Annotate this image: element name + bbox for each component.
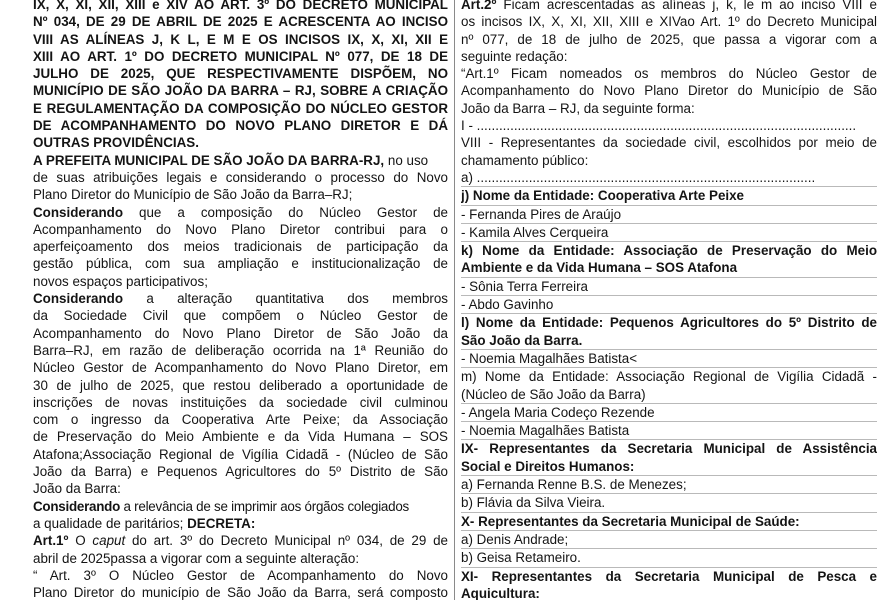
caput-word: caput — [92, 533, 126, 549]
article-line: Plano Diretor do município de São João da Barra, será composto — [33, 585, 448, 600]
article-label: Art.1º — [33, 533, 69, 549]
article-2 — [461, 0, 877, 117]
article-line — [461, 0, 877, 13]
considering-line: 30 de julho de 2025, que restou deliberado a oportunidade de — [33, 377, 448, 393]
intro-line: de suas atribuições legais e considerando o processo do Novo — [33, 169, 448, 185]
considering-line: novos espaços participativos; — [33, 273, 208, 289]
considering-line: gestão pública, com sua ampliação e institucionalização de — [33, 256, 448, 272]
considering-label: Considerando — [33, 498, 121, 514]
considering-1 — [33, 204, 448, 290]
considering-text: que a composição do Núcleo Gestor de — [123, 204, 448, 220]
considering-line: de Preservação do Meio Ambiente e da Vida Humana – SOS — [33, 429, 448, 445]
entity-m-title: m) Nome da Entidade: Associação Regional de Vigília Cidadã - — [461, 369, 877, 385]
entity-j-title: j) Nome da Entidade: Cooperativa Arte Peixe — [461, 186, 877, 204]
member-item: a) Denis Andrade; — [461, 530, 877, 548]
decree-header — [33, 0, 448, 152]
article-line: abril de 2025passa a vigorar com a seguinte alteração: — [33, 550, 360, 566]
member-item: b) Geisa Retameiro. — [461, 548, 877, 566]
considering-line: da Sociedade Civil que compõem o Núcleo Gestor de — [33, 308, 448, 324]
article-line: seguinte redação: — [461, 48, 568, 64]
considering-2 — [33, 290, 448, 498]
article-text: O — [68, 533, 93, 549]
article-line: os incisos IX, X, XI, XII, XIII e XIVao Art. 1º do Decreto Municipal — [461, 14, 877, 30]
considering-line: Atafona;Associação Regional de Vigília Cidadã - (Núcleo de São — [33, 446, 448, 462]
considering-line: João da Barra) e Pequenos Agricultores do 5º Distrito de São — [33, 464, 448, 480]
intro-rest: no uso — [384, 152, 429, 168]
article-line: “ Art. 3º O Núcleo Gestor de Acompanhamento do Novo — [33, 567, 448, 583]
considering-line — [33, 498, 448, 515]
considering-line: Núcleo Gestor de Acompanhamento do Novo Plano Diretor, em — [33, 360, 448, 376]
considering-line: com o ingresso da Cooperativa Arte Peixe; da Associação — [33, 412, 448, 428]
considering-text: a relevância de se imprimir aos órgãos colegiados — [120, 498, 409, 514]
considering-line: aperfeiçoamento dos meios tradicionais de participação da — [33, 239, 448, 255]
header-line: IX, X, XI, XII, XIII e XIV AO ART. 3º DO DECRETO MUNICIPAL — [33, 0, 448, 12]
column-divider — [454, 0, 455, 600]
article-line: “Art.1º Ficam nomeados os membros do Núcleo Gestor de — [461, 66, 877, 82]
article-line: João da Barra – RJ, da seguinte forma: — [461, 100, 695, 116]
left-column — [33, 0, 448, 600]
inciso-viii-line: VIII - Representantes da sociedade civil, escolhidos por meio de — [461, 135, 877, 151]
considering-text: a qualidade de paritários; — [33, 515, 188, 531]
member-item: a) Fernanda Renne B.S. de Menezes; — [461, 475, 877, 493]
considering-line — [33, 290, 448, 307]
member-item: - Angela Maria Codeço Rezende — [461, 403, 877, 421]
considering-line: João da Barra: — [33, 481, 121, 497]
header-line: XIII AO ART. 1º DO DECRETO MUNICIPAL Nº 077, DE 18 DE — [33, 48, 448, 64]
intro-paragraph — [33, 152, 448, 204]
inciso-x-title: X- Representantes da Secretaria Municipal de Saúde: — [461, 512, 877, 530]
intro-line: Plano Diretor do Município de São João da Barra–RJ; — [33, 187, 353, 203]
inciso-xi-title: XI- Representantes da Secretaria Municipal de Pesca e — [461, 568, 877, 584]
considering-line: inscrições de novas instituições da sociedade civil culminou — [33, 394, 448, 410]
inciso-ix-title: Social e Direitos Humanos: — [461, 458, 635, 474]
entity-l-title: São João da Barra. — [461, 332, 583, 348]
article-label: Art.2º — [461, 0, 497, 12]
decreta-label: DECRETA: — [187, 515, 256, 531]
entity-m-title: (Núcleo de São João da Barra) — [461, 386, 646, 402]
entity-l-title: l) Nome da Entidade: Pequenos Agricultores do 5º Distrito de — [461, 315, 877, 331]
member-item: - Kamila Alves Cerqueira — [461, 223, 877, 241]
header-line: JULHO DE 2025, QUE RESPECTIVAMENTE DISPÕEM, NO — [33, 66, 448, 82]
inciso-i: I - ...................................................................................................... — [461, 118, 857, 134]
considering-line: Barra–RJ, em razão de deliberação ocorrida na 1ª Reunião do — [33, 342, 448, 358]
member-item: - Abdo Gavinho — [461, 295, 877, 313]
considering-line — [33, 515, 448, 532]
right-column — [461, 0, 877, 600]
considering-label: Considerando — [33, 204, 124, 220]
entity-k-title: Ambiente e da Vida Humana – SOS Atafona — [461, 260, 738, 276]
header-line: OUTRAS PROVIDÊNCIAS. — [33, 135, 199, 151]
inciso-ix-title: IX- Representantes da Secretaria Municipal de Assistência — [461, 441, 877, 457]
considering-3 — [33, 498, 448, 533]
article-text: Ficam acrescentadas as alíneas j, k, le m ao inciso VIII e — [496, 0, 877, 12]
mayor-title: A PREFEITA MUNICIPAL DE SÃO JOÃO DA BARRA-RJ, — [33, 152, 385, 168]
article-1 — [33, 532, 448, 600]
member-item: - Noemia Magalhães Batista< — [461, 349, 877, 367]
considering-text: a alteração quantitativa dos membros — [123, 291, 448, 307]
article-text: do art. 3º do Decreto Municipal nº 034, de 29 de — [125, 533, 448, 549]
considering-label: Considerando — [33, 291, 124, 307]
entity-k-title: k) Nome da Entidade: Associação de Preservação do Meio — [461, 243, 877, 259]
header-line: DE ACOMPANHAMENTO DO NOVO PLANO DIRETOR E DÁ — [33, 118, 448, 134]
inciso-viii-line: chamamento público: — [461, 152, 589, 168]
member-item: b) Flávia da Silva Vieira. — [461, 493, 877, 511]
member-item: - Fernanda Pires de Araújo — [461, 205, 877, 223]
considering-line: Acompanhamento do Novo Plano Diretor contribui para o — [33, 221, 448, 237]
header-line: VIII AS ALÍNEAS J, K L, E M E OS INCISOS IX, X, XI, XII E — [33, 31, 448, 47]
header-line: MUNICÍPIO DE SÃO JOÃO DA BARRA – RJ, SOBRE A CRIAÇÃO — [33, 83, 448, 99]
article-line — [33, 532, 448, 549]
member-item: - Noemia Magalhães Batista — [461, 421, 877, 439]
header-line: E REGULAMENTAÇÃO DA COMPOSIÇÃO DO NÚCLEO GESTOR — [33, 100, 448, 116]
considering-line — [33, 204, 448, 221]
article-line: Acompanhamento do Novo Plano Diretor do Município de São — [461, 83, 877, 99]
header-line: Nº 034, DE 29 DE ABRIL DE 2025 E ACRESCENTA AO INCISO — [33, 14, 448, 30]
article-line: nº 077, de 18 de julho de 2025, que passa a vigorar com a — [461, 31, 877, 47]
intro-line — [33, 152, 448, 169]
alinea-a: a) ........................................................................................... — [461, 169, 816, 185]
considering-line: Acompanhamento do Novo Plano Diretor de São João da — [33, 325, 448, 341]
inciso-xi-title: Aquicultura: — [461, 585, 540, 600]
member-item: - Sônia Terra Ferreira — [461, 277, 877, 295]
